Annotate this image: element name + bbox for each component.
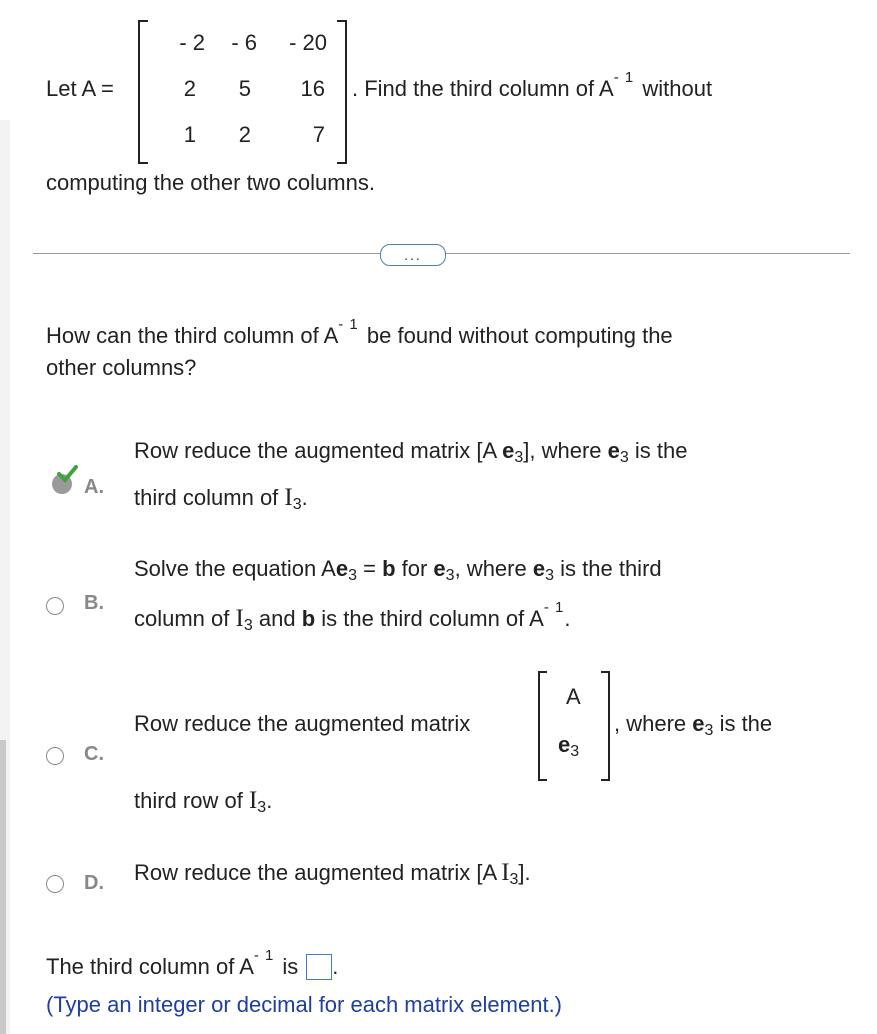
option-text: Solve the equation A: [134, 556, 336, 581]
vector-b: b: [301, 606, 316, 631]
option-c-after[interactable]: [614, 711, 772, 740]
option-b-line1[interactable]: [134, 556, 662, 585]
answer-text: .: [332, 954, 339, 979]
matrix-a: [153, 30, 327, 168]
identity-i: I: [284, 484, 293, 511]
subscript: 3: [704, 722, 714, 739]
prompt-text-a: How can the third column of A: [46, 323, 339, 348]
option-a-line2[interactable]: [134, 484, 308, 514]
inverse-sup: - 1: [613, 69, 635, 86]
option-text: for: [395, 556, 434, 581]
aug-bracket-left: [538, 671, 547, 781]
inverse-sup: - 1: [338, 316, 359, 333]
option-text: column of: [134, 606, 230, 631]
prompt-line1: [46, 316, 673, 349]
matrix-cell: - 20: [289, 30, 327, 55]
option-a-letter: A.: [84, 476, 104, 498]
question-text: [352, 69, 713, 102]
scroll-thumb[interactable]: [0, 740, 6, 1034]
question-text-end: without: [642, 76, 713, 101]
let-label: Let A =: [46, 76, 114, 101]
option-text: and: [258, 606, 296, 631]
subscript: 3: [619, 449, 629, 466]
option-text: Row reduce the augmented matrix [A: [134, 438, 496, 463]
answer-text: The third column of A: [46, 954, 254, 979]
check-icon: [56, 463, 78, 485]
subscript: 3: [514, 449, 524, 466]
option-c-letter: C.: [84, 743, 104, 765]
matrix-cell: 1: [183, 122, 196, 147]
aug-bottom-e3: [558, 732, 579, 761]
vector-e: e: [692, 711, 705, 736]
option-text: .: [301, 485, 308, 510]
vector-e: e: [433, 556, 446, 581]
matrix-row: [153, 76, 327, 122]
answer-hint: (Type an integer or decimal for each matrix element.): [46, 992, 563, 1017]
option-c-line1[interactable]: Row reduce the augmented matrix: [134, 711, 471, 736]
option-d-letter: D.: [84, 872, 104, 894]
option-b-radio[interactable]: [46, 597, 64, 615]
matrix-cell: - 2: [179, 30, 205, 55]
option-text: .: [564, 606, 571, 631]
inverse-sup: - 1: [253, 946, 275, 964]
identity-i: I: [235, 605, 244, 632]
aug-bracket-right: [601, 671, 610, 781]
identity-i: I: [501, 859, 510, 886]
option-text: ], where: [523, 438, 602, 463]
aug-top-a: A: [566, 684, 581, 709]
option-text: Row reduce the augmented matrix [A: [134, 860, 498, 885]
matrix-cell: 16: [300, 76, 325, 101]
option-text: is the: [719, 711, 773, 736]
vector-e: e: [558, 732, 571, 757]
vector-e: e: [502, 438, 515, 463]
vector-e: e: [335, 556, 349, 581]
prompt-line2: other columns?: [46, 355, 197, 380]
question-line2: computing the other two columns.: [46, 170, 375, 195]
option-c-line2[interactable]: [134, 787, 272, 817]
answer-text: is: [282, 954, 299, 979]
option-text: .: [266, 788, 273, 813]
matrix-cell: - 6: [231, 30, 257, 55]
option-d-radio[interactable]: [46, 875, 64, 893]
answer-line: [46, 946, 339, 980]
option-text: ].: [518, 860, 531, 885]
equals: =: [356, 556, 383, 581]
subscript: 3: [570, 743, 580, 760]
option-b-letter: B.: [84, 592, 104, 614]
vector-b: b: [382, 556, 396, 581]
answer-input-box[interactable]: [306, 954, 332, 980]
option-text: is the: [634, 438, 688, 463]
question-text-a: . Find the third column of A: [352, 76, 614, 101]
matrix-cell: 7: [312, 122, 325, 147]
more-button[interactable]: ...: [380, 244, 446, 266]
inverse-sup: - 1: [543, 599, 565, 616]
matrix-row: [153, 30, 327, 76]
subscript: 3: [292, 496, 302, 513]
prompt-text-b: be found without computing the: [366, 323, 673, 348]
subscript: 3: [243, 617, 253, 634]
matrix-cell: 2: [183, 76, 196, 101]
option-text: , where: [454, 556, 527, 581]
subscript: 3: [257, 799, 267, 816]
subscript: 3: [348, 567, 357, 584]
matrix-cell: 5: [238, 76, 251, 101]
matrix-cell: 2: [238, 122, 251, 147]
option-a-line1[interactable]: [134, 438, 688, 467]
option-text: is the third column of A: [321, 606, 544, 631]
option-d-line1[interactable]: [134, 859, 531, 889]
identity-i: I: [248, 787, 258, 814]
matrix-row: [153, 122, 327, 168]
matrix-bracket-left: [138, 20, 148, 164]
option-b-line2[interactable]: [134, 599, 571, 635]
option-text: third row of: [134, 788, 243, 813]
option-text: third column of: [134, 485, 279, 510]
vector-e: e: [607, 438, 620, 463]
option-text: is the third: [560, 556, 662, 581]
option-text: , where: [614, 711, 687, 736]
subscript: 3: [445, 567, 455, 584]
subscript: 3: [545, 567, 555, 584]
subscript: 3: [509, 871, 519, 888]
vector-e: e: [532, 556, 546, 581]
option-c-radio[interactable]: [46, 747, 64, 765]
matrix-bracket-right: [337, 20, 347, 164]
